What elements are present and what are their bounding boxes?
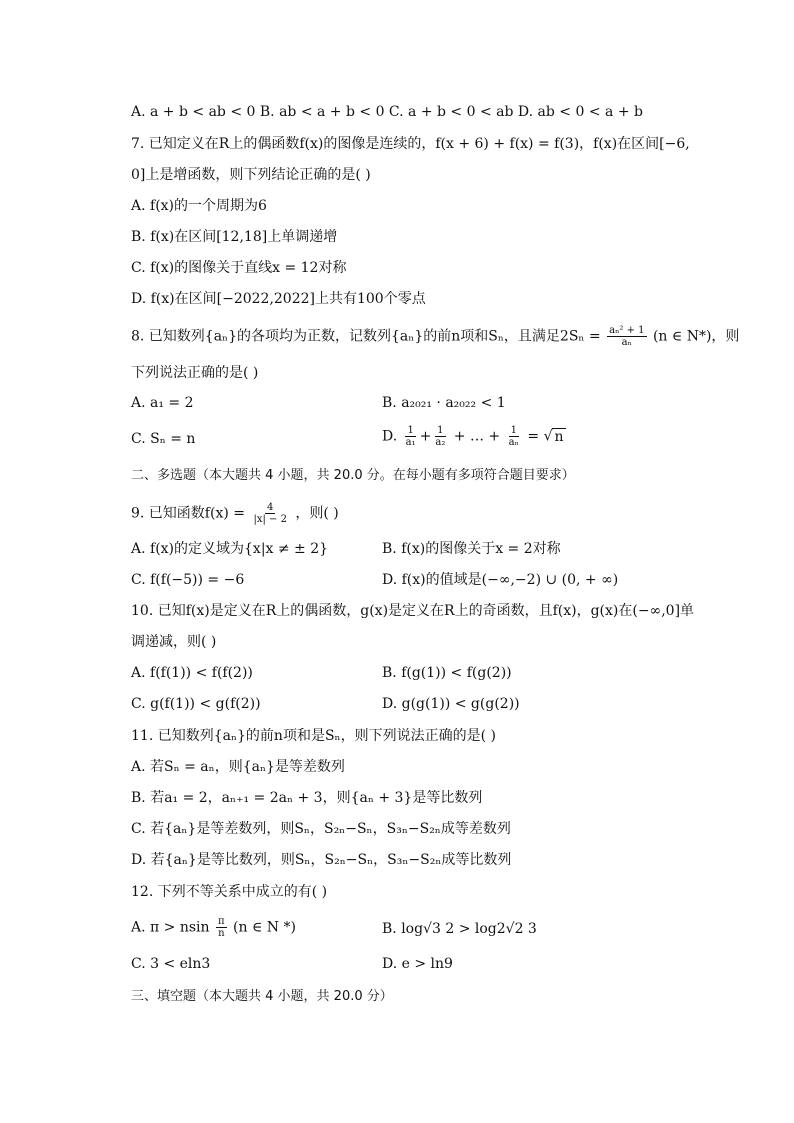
q11-option-c: C. 若{aₙ}是等差数列，则Sₙ，S₂ₙ−Sₙ，S₃ₙ−S₂ₙ成等差数列 (131, 821, 511, 837)
q9-option-b: B. f(x)的图像关于x = 2对称 (382, 541, 561, 557)
q8-d-sqrt: n (554, 428, 564, 445)
q6-options: A. a + b < ab < 0 B. ab < a + b < 0 C. a + b < 0 < ab D. ab < 0 < a + b (131, 104, 643, 120)
q12-a-frac-num: π (218, 916, 225, 927)
q11-option-b: B. 若a₁ = 2，aₙ₊₁ = 2aₙ + 3，则{aₙ + 3}是等比数列 (131, 790, 483, 806)
q8-d-eq: = (527, 428, 540, 445)
q12-a-pre: A. π > nsin (131, 919, 210, 936)
q10-stem-2: 调递减，则( ) (131, 634, 217, 650)
q9-stem (131, 502, 339, 525)
q10-option-c: C. g(f(1)) < g(f(2)) (131, 696, 261, 712)
q12-a-post: (n ∈ N *) (233, 919, 296, 936)
q12-a-fraction (216, 916, 227, 939)
q8-d-frac-2-num: 1 (437, 425, 444, 436)
q8-d-frac-3 (507, 425, 521, 448)
q11-option-a: A. 若Sₙ = aₙ，则{aₙ}是等差数列 (131, 759, 345, 775)
q10-option-d: D. g(g(1)) < g(g(2)) (382, 696, 520, 712)
q8-option-a: A. a₁ = 2 (131, 395, 194, 411)
q9-frac-num: 4 (267, 502, 274, 513)
q8-option-d: D. $\frac{1}{\text{a₁}}$ + $\frac{1}{\text{a₂}}$ + … + $\frac{1}{\text{aₙ}}$ = √ n (382, 425, 564, 448)
q9-frac-den: |x| − 2 (253, 514, 287, 525)
section-2-heading: 二、多选题（本大题共 4 小题，共 20.0 分。在每小题有多项符合题目要求） (131, 468, 575, 483)
q10-stem-1: 10. 已知f(x)是定义在R上的偶函数，g(x)是定义在R上的奇函数，且f(x)，g(x)在(−∞,0]单 (131, 603, 695, 619)
q12-a-frac-den: n (218, 928, 225, 939)
q7-option-d: D. f(x)在区间[−2022,2022]上共有100个零点 (131, 291, 426, 307)
q12-option-b: B. log√3 2 > log2√2 3 (382, 921, 537, 937)
q8-d-frac-1-num: 1 (407, 425, 414, 436)
q8-d-mid: + … + (453, 428, 501, 445)
q11-stem: 11. 已知数列{aₙ}的前n项和是Sₙ，则下列说法正确的是( ) (131, 728, 496, 744)
q9-option-a: A. f(x)的定义域为{x|x ≠ ± 2} (131, 541, 329, 557)
q7-option-a: A. f(x)的一个周期为6 (131, 198, 267, 214)
sqrt-symbol: √ (543, 428, 553, 445)
q8-d-label: D. (382, 428, 398, 445)
q7-option-b: B. f(x)在区间[12,18]上单调递增 (131, 229, 338, 245)
q8-fraction (607, 325, 646, 348)
q8-d-frac-2 (433, 425, 447, 448)
section-3-heading: 三、填空题（本大题共 4 小题，共 20.0 分） (131, 989, 393, 1004)
q12-stem: 12. 下列不等关系中成立的有( ) (131, 884, 328, 900)
q8-d-frac-2-den: a₂ (435, 437, 446, 448)
q12-option-d: D. e > ln9 (382, 956, 453, 972)
q10-option-b: B. f(g(1)) < f(g(2)) (382, 665, 512, 681)
q8-option-b: B. a₂₀₂₁ · a₂₀₂₂ < 1 (382, 395, 506, 411)
q9-stem-pre: 9. 已知函数f(x) = (131, 505, 245, 522)
q11-option-d: D. 若{aₙ}是等比数列，则Sₙ，S₂ₙ−Sₙ，S₃ₙ−S₂ₙ成等比数列 (131, 852, 512, 868)
q12-option-a (131, 916, 296, 939)
q8-d-frac-3-num: 1 (510, 425, 517, 436)
q8-d-frac-1 (404, 425, 418, 448)
q9-stem-post: ，则( ) (295, 505, 339, 522)
q7-option-c: C. f(x)的图像关于直线x = 12对称 (131, 260, 347, 276)
q9-option-c: C. f(f(−5)) = −6 (131, 572, 245, 588)
q8-stem-post: (n ∈ N*)，则 (652, 328, 740, 345)
q7-stem-2: 0]上是增函数，则下列结论正确的是( ) (131, 167, 371, 183)
q7-stem-1: 7. 已知定义在R上的偶函数f(x)的图像是连续的，f(x + 6) + f(x) = f(3)，f(x)在区间[−6, (131, 136, 690, 152)
q10-option-a: A. f(f(1)) < f(f(2)) (131, 665, 253, 681)
q9-fraction (251, 502, 288, 525)
q9-option-d: D. f(x)的值域是(−∞,−2) ∪ (0, + ∞) (382, 572, 619, 588)
q8-d-frac-3-den: aₙ (508, 437, 519, 448)
q12-option-c: C. 3 < eln3 (131, 956, 211, 972)
q8-stem-1 (131, 325, 739, 348)
q8-stem-2: 下列说法正确的是( ) (131, 365, 259, 381)
q8-d-frac-1-den: a₁ (405, 437, 416, 448)
q8-stem-pre: 8. 已知数列{aₙ}的各项均为正数，记数列{aₙ}的前n项和Sₙ，且满足2Sₙ = (131, 328, 601, 345)
q8-option-c: C. Sₙ = n (131, 431, 196, 447)
q8-frac-num: aₙ² + 1 (609, 325, 645, 336)
q8-frac-den: aₙ (621, 337, 632, 348)
